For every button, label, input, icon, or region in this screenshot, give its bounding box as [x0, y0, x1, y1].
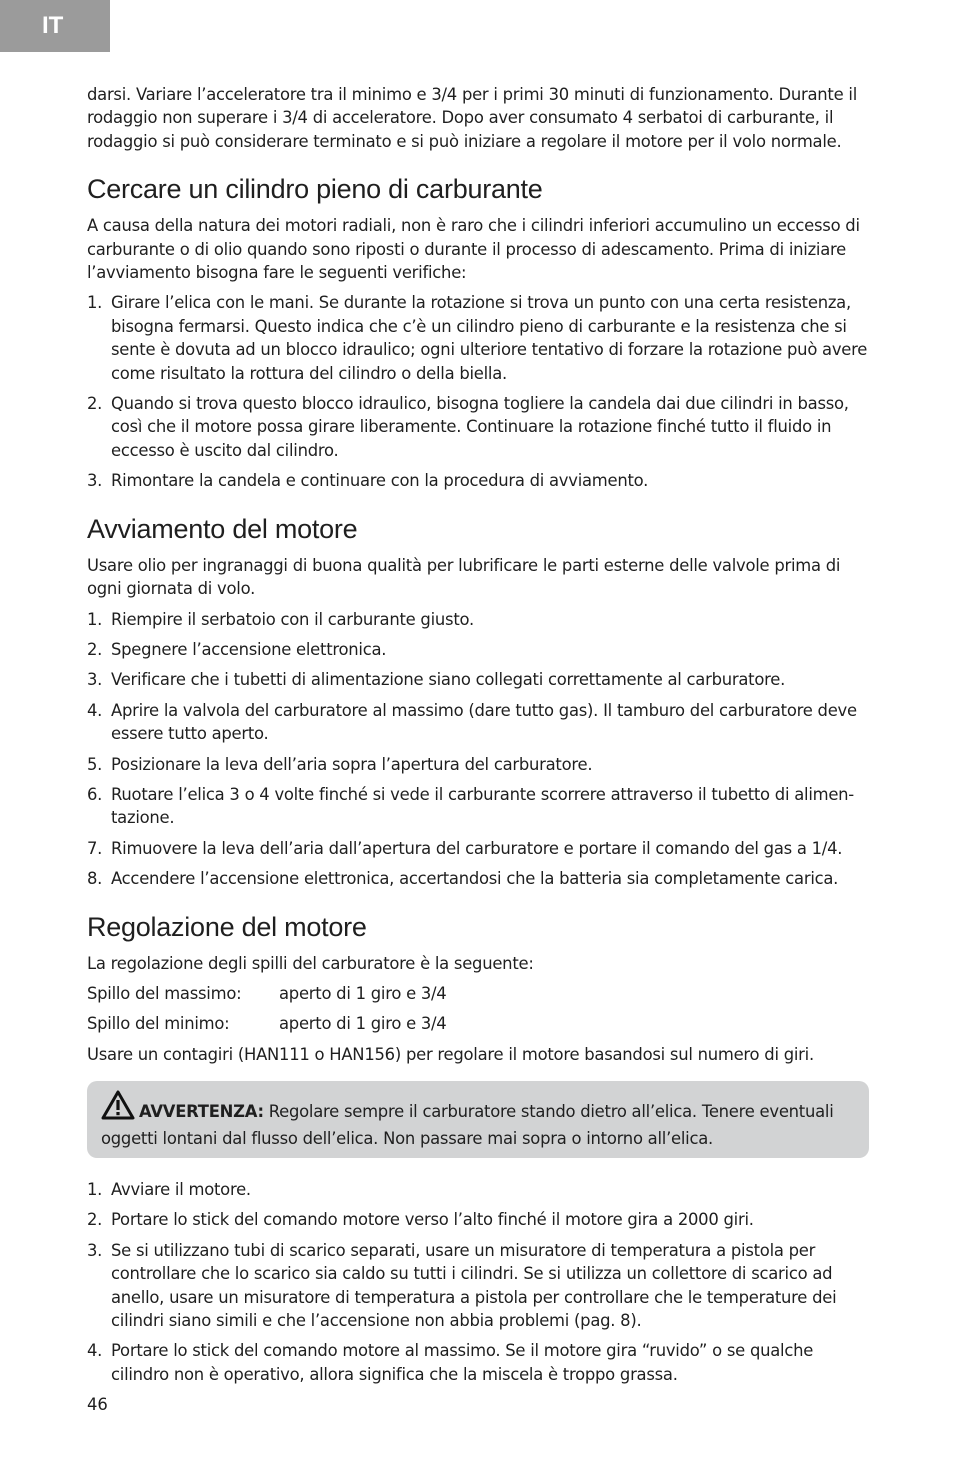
list-item: [87, 638, 869, 661]
list-item: [87, 867, 869, 890]
item-text: Portare lo stick del comando motore verso l’alto finché il motore gira a 2000 giri.: [111, 1210, 754, 1230]
list-item: [87, 668, 869, 691]
warning-label: AVVERTENZA:: [139, 1102, 264, 1122]
item-text: Avviare il motore.: [111, 1180, 251, 1199]
numbered-list-startup: [87, 608, 869, 891]
section-paragraph-startup: Usare olio per ingranaggi di buona qualità per lubrificare le parti esterne delle valvole prima di ogni giornata di volo.: [87, 555, 841, 599]
item-text: Ruotare l’elica 3 o 4 volte finché si vede il carburante scorrere attraverso il tubetto di alimen- tazione.: [111, 784, 854, 828]
page-content: [87, 83, 869, 1393]
item-text: Girare l’elica con le mani. Se durante la rotazione si trova un punto con una certa resistenza, bisogna fermarsi. Questo indica che c’è un cilindro pieno di carburante e la resistenza che si sente è dovuta ad un blocco idraulico; ogni ulteriore tentativo di forzare la rotazione può avere come risultato la rottura del cilindro o della biella.: [111, 293, 868, 383]
item-text: Verificare che i tubetti di alimentazione siano collegati correttamente al carburatore.: [111, 670, 786, 690]
item-text: Se si utilizzano tubi di scarico separati, usare un misuratore di temperatura a pistola per controllare che lo scarico sia caldo su tutti i cilindri. Se si utilizza un collettore di scarico ad anello, usare un misuratore di temperatura a pistola per controllare che le temperature dei cilindri siano simili e che l’accensione non abbia problemi (pag. 8).: [111, 1240, 837, 1331]
item-number: 5.: [87, 754, 103, 774]
item-text: Spegnere l’accensione elettronica.: [111, 639, 387, 659]
list-item: [87, 753, 869, 776]
item-text: Quando si trova questo blocco idraulico, bisogna togliere la candela dai due cilindri in basso, così che il motore possa girare liberamente. Continuare la rotazione finché tutto il fluido in eccesso è uscito dal cilindro.: [111, 394, 849, 460]
section-heading-cylinder: Cercare un cilindro pieno di carburante: [87, 174, 543, 205]
item-text: Riempire il serbatoio con il carburante giusto.: [111, 609, 474, 629]
item-number: 1.: [87, 293, 103, 313]
list-item: [87, 837, 869, 860]
numbered-list-tuning: [87, 1178, 869, 1386]
tachometer-paragraph: Usare un contagiri (HAN111 o HAN156) per regolare il motore basandosi sul numero di giri.: [87, 1044, 814, 1064]
spec-row-max-needle: [87, 982, 869, 1005]
list-item: [87, 1339, 869, 1386]
language-tab: IT: [0, 0, 110, 52]
spec-value: aperto di 1 giro e 3/4: [279, 983, 447, 1003]
section-heading-tuning: Regolazione del motore: [87, 911, 367, 942]
section-paragraph-tuning: La regolazione degli spilli del carburatore è la seguente:: [87, 953, 534, 973]
numbered-list-cylinder: [87, 291, 869, 492]
item-number: 2.: [87, 1210, 103, 1230]
item-number: 1.: [87, 609, 103, 629]
section-heading-startup: Avviamento del motore: [87, 513, 358, 544]
item-number: 4.: [87, 700, 103, 720]
list-item: [87, 1208, 869, 1231]
spec-value: aperto di 1 giro e 3/4: [279, 1014, 447, 1034]
item-number: 7.: [87, 838, 103, 858]
spec-label: Spillo del minimo:: [87, 1014, 230, 1034]
item-text: Accendere l’accensione elettronica, accertandosi che la batteria sia completamente carica.: [111, 869, 839, 889]
item-text: Posizionare la leva dell’aria sopra l’apertura del carburatore.: [111, 754, 593, 774]
item-number: 2.: [87, 639, 103, 659]
item-number: 4.: [87, 1341, 103, 1361]
item-number: 3.: [87, 1240, 103, 1260]
item-number: 6.: [87, 784, 103, 804]
item-text: Rimontare la candela e continuare con la procedura di avviamento.: [111, 471, 649, 491]
item-number: 8.: [87, 869, 103, 889]
list-item: [87, 469, 869, 492]
list-item: [87, 392, 869, 462]
item-text: Rimuovere la leva dell’aria dall’apertura del carburatore e portare il comando del gas a 1/4.: [111, 838, 843, 858]
warning-triangle-icon: [101, 1090, 135, 1126]
warning-text: Regolare sempre il carburatore stando dietro all’elica. Tenere eventuali oggetti lontani dal flusso dell’elica. Non passare mai sopra o intorno all’elica.: [101, 1102, 834, 1148]
list-item: [87, 291, 869, 385]
item-text: Aprire la valvola del carburatore al massimo (dare tutto gas). Il tamburo del carburatore deve essere tutto aperto.: [111, 700, 857, 744]
list-item: [87, 1239, 869, 1333]
item-number: 2.: [87, 394, 103, 414]
list-item: [87, 783, 869, 830]
list-item: [87, 699, 869, 746]
warning-box: [87, 1081, 869, 1158]
item-number: 3.: [87, 670, 103, 690]
section-paragraph-cylinder: A causa della natura dei motori radiali, non è raro che i cilindri inferiori accumulino un eccesso di carburante o di olio quando sono riposti o durante il processo di adescamento. Prima di iniziare l’avviamento bisogna fare le seguenti verifiche:: [87, 216, 860, 283]
item-text: Portare lo stick del comando motore al massimo. Se il motore gira “ruvido” o se qualche cilindro non è operativo, allora significa che la miscela è troppo grassa.: [111, 1341, 814, 1384]
spec-label: Spillo del massimo:: [87, 983, 242, 1003]
page-number: 46: [87, 1395, 108, 1414]
item-number: 1.: [87, 1180, 103, 1199]
list-item: [87, 1178, 869, 1201]
list-item: [87, 608, 869, 631]
intro-paragraph: darsi. Variare l’acceleratore tra il minimo e 3/4 per i primi 30 minuti di funzionamento. Durante il rodaggio non superare i 3/4 di acceleratore. Dopo aver consumato 4 serbatoi di carburante, il rodaggio si può considerare terminato e si può iniziare a regolare il motore per il volo normale.: [87, 85, 857, 151]
spec-row-min-needle: [87, 1012, 869, 1035]
item-number: 3.: [87, 471, 103, 491]
